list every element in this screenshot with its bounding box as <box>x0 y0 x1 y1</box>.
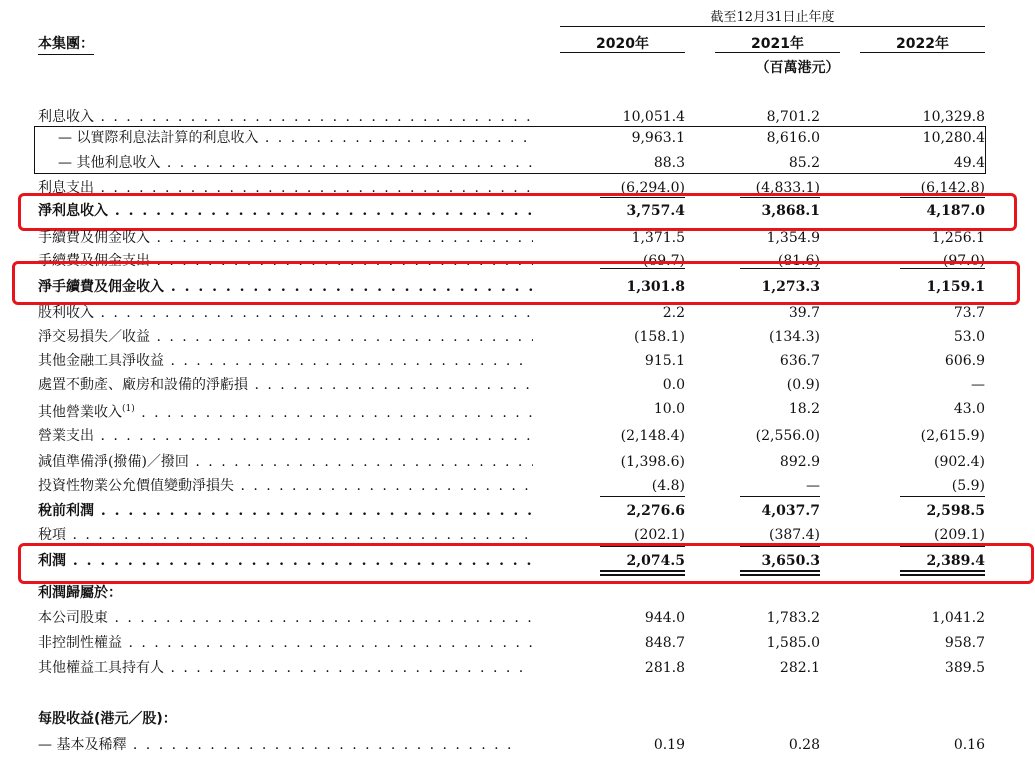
value-2020: 848.7 <box>644 635 685 651</box>
row-label: 稅項 . . . <box>38 526 533 544</box>
year-rule <box>560 52 685 53</box>
row-label: 利潤歸屬於： <box>38 585 122 601</box>
row-label: 投資性物業公允價值變動淨損失 . . . <box>38 477 533 495</box>
subtotal-rule <box>740 496 820 497</box>
value-2022: 43.0 <box>953 401 985 417</box>
period-heading: 截至12月31日止年度 <box>710 10 835 25</box>
value-2022: 1,041.2 <box>931 610 985 626</box>
section-heading <box>0 582 1035 606</box>
table-row <box>0 374 1035 398</box>
value-2020: (4.8) <box>651 478 685 494</box>
highlight-box <box>18 193 1017 231</box>
value-2020: 0.0 <box>662 377 685 393</box>
value-2020: 281.8 <box>644 660 685 676</box>
row-label: 其他權益工具持有人 . . . <box>38 659 533 677</box>
value-2020: 88.3 <box>653 155 685 171</box>
row-label: — 以實際利息法計算的利息收入 . . . <box>58 129 533 147</box>
unit-label: （百萬港元） <box>755 60 840 76</box>
footnote-marker: (1) <box>122 404 135 414</box>
table-row <box>0 326 1035 350</box>
row-label: 淨利息收入 . . . <box>38 202 533 220</box>
value-2022: (6,142.8) <box>920 180 985 196</box>
value-2022: 73.7 <box>953 305 985 321</box>
table-row <box>0 425 1035 449</box>
row-label-text: 其他營業收入 <box>38 404 122 421</box>
value-2021: (387.4) <box>768 527 820 543</box>
row-label: 利潤 . . . <box>38 552 533 570</box>
value-2022: (97.0) <box>942 253 985 269</box>
value-2021: 1,585.0 <box>766 635 820 651</box>
value-2020: 2,276.6 <box>626 503 685 519</box>
row-label: 處置不動產、廠房和設備的淨虧損 . . . <box>38 376 533 394</box>
value-2020: (69.7) <box>642 253 685 269</box>
subtotal-rule <box>900 496 985 497</box>
value-2020: 2,074.5 <box>626 553 685 569</box>
value-2020: 944.0 <box>644 610 685 626</box>
value-2020: (1,398.6) <box>620 454 685 470</box>
year-rule <box>860 52 985 53</box>
value-2021: 18.2 <box>788 401 820 417</box>
highlight-box <box>12 261 1020 305</box>
value-2022: 606.9 <box>944 353 985 369</box>
row-label: 營業支出 . . . <box>38 427 533 445</box>
value-2020: 10.0 <box>653 401 685 417</box>
row-label: 非控制性權益 . . . <box>38 634 533 652</box>
value-2021: 892.9 <box>779 454 820 470</box>
value-2021: 1,783.2 <box>766 610 820 626</box>
row-label: 淨交易損失／收益 . . . <box>38 328 533 346</box>
value-2022: 0.16 <box>953 737 985 753</box>
value-2021: (4,833.1) <box>755 180 820 196</box>
value-2020: 3,757.4 <box>626 203 685 219</box>
value-2021: 3,868.1 <box>761 203 820 219</box>
year-2020-header: 2020年 <box>596 36 649 52</box>
value-2022: 53.0 <box>953 329 985 345</box>
table-row <box>0 657 1035 681</box>
value-2020: 2.2 <box>662 305 685 321</box>
table-row <box>0 475 1035 499</box>
row-label: 本公司股東 . . . <box>38 609 533 627</box>
value-2021: 4,037.7 <box>761 503 820 519</box>
value-2020: 1,371.5 <box>631 230 685 246</box>
row-label: 股利收入 . . . <box>38 304 533 322</box>
value-2022: 4,187.0 <box>926 203 985 219</box>
value-2021: 1,354.9 <box>766 230 820 246</box>
group-label: 本集團： <box>38 33 94 55</box>
row-label: 手續費及佣金支出 . . . <box>38 252 533 270</box>
highlight-box <box>18 543 1034 584</box>
subtotal-rule <box>600 496 685 497</box>
year-rule <box>715 52 840 53</box>
value-2022: 2,389.4 <box>926 553 985 569</box>
value-2022: 389.5 <box>944 660 985 676</box>
sub-items-box <box>34 126 986 174</box>
value-2020: (158.1) <box>633 329 685 345</box>
value-2021: (0.9) <box>786 377 820 393</box>
value-2022: 958.7 <box>944 635 985 651</box>
table-row <box>0 451 1035 475</box>
table-row <box>0 734 1035 758</box>
row-label: 淨手續費及佣金收入 . . . <box>38 278 533 296</box>
value-2022: (902.4) <box>933 454 985 470</box>
value-2021: 1,273.3 <box>761 279 820 295</box>
value-2021: 8,616.0 <box>766 130 820 146</box>
value-2020: (6,294.0) <box>620 180 685 196</box>
value-2020: 10,051.4 <box>622 109 685 125</box>
value-2021: (81.6) <box>777 253 820 269</box>
row-label: 每股收益(港元／股)： <box>38 711 177 727</box>
table-row <box>0 632 1035 656</box>
value-2022: (209.1) <box>933 527 985 543</box>
value-2021: 0.28 <box>788 737 820 753</box>
value-2022: (2,615.9) <box>920 428 985 444</box>
value-2021: 636.7 <box>779 353 820 369</box>
row-label: — 其他利息收入 . . . <box>58 154 533 172</box>
year-2021-header: 2021年 <box>751 36 804 52</box>
value-2021: 8,701.2 <box>766 109 820 125</box>
table-row <box>0 227 1035 251</box>
value-2020: (2,148.4) <box>620 428 685 444</box>
value-2021: 39.7 <box>788 305 820 321</box>
year-2022-header: 2022年 <box>896 36 949 52</box>
value-2021: 3,650.3 <box>761 553 820 569</box>
row-label: 其他金融工具淨收益 . . . <box>38 352 533 370</box>
value-2022: (5.9) <box>951 478 985 494</box>
value-2022: 10,280.4 <box>922 130 985 146</box>
value-2021: (2,556.0) <box>755 428 820 444</box>
section-heading <box>0 708 1035 732</box>
value-2021: — <box>806 478 820 494</box>
value-2020: 1,301.8 <box>626 279 685 295</box>
value-2022: 10,329.8 <box>922 109 985 125</box>
value-2022: 49.4 <box>953 155 985 171</box>
row-label: 減值準備淨(撥備)／撥回 . . . <box>38 453 533 471</box>
table-row <box>0 350 1035 374</box>
value-2020: 9,963.1 <box>631 130 685 146</box>
table-row <box>0 500 1035 524</box>
table-row <box>0 607 1035 631</box>
row-label: 手續費及佣金收入 . . . <box>38 229 533 247</box>
value-2022: 1,159.1 <box>926 279 985 295</box>
table-row <box>0 398 1035 422</box>
row-label: 稅前利潤 . . . <box>38 502 533 520</box>
value-2021: (134.3) <box>768 329 820 345</box>
value-2022: 1,256.1 <box>931 230 985 246</box>
period-rule <box>560 26 985 27</box>
value-2022: 2,598.5 <box>926 503 985 519</box>
value-2022: — <box>971 377 985 393</box>
row-label: 利息收入 . . . <box>38 108 533 126</box>
value-2020: 0.19 <box>653 737 685 753</box>
row-label: 利息支出 . . . <box>38 179 533 197</box>
table-row <box>0 302 1035 326</box>
value-2020: (202.1) <box>633 527 685 543</box>
row-label <box>38 400 533 422</box>
value-2020: 915.1 <box>644 353 685 369</box>
row-label: — 基本及稀釋 . . . <box>38 736 513 754</box>
value-2021: 282.1 <box>779 660 820 676</box>
value-2021: 85.2 <box>788 155 820 171</box>
